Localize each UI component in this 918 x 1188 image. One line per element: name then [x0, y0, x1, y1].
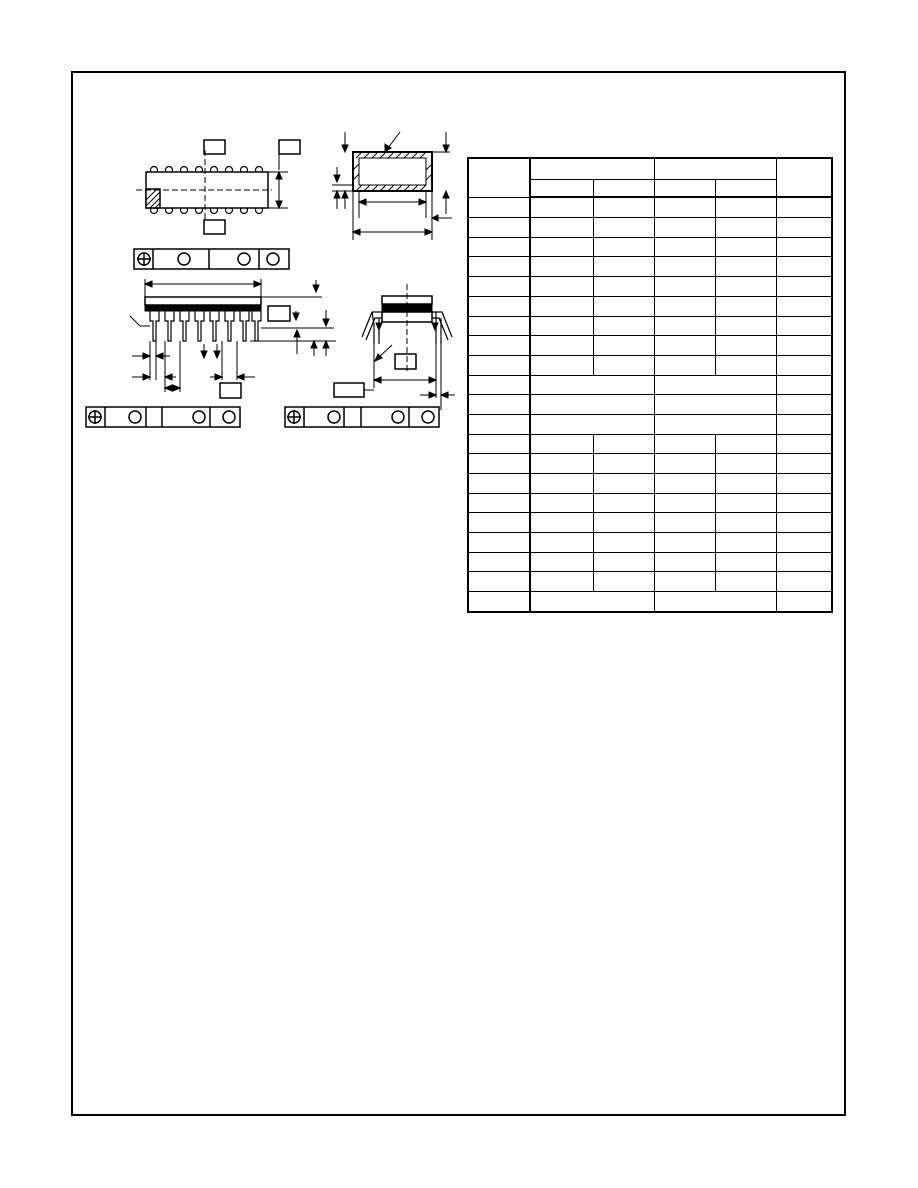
table-cell [654, 355, 715, 375]
table-cell [654, 454, 715, 474]
table-cell [654, 277, 715, 297]
table-cell [468, 355, 530, 375]
table-cell [776, 257, 832, 277]
table-cell [593, 316, 654, 336]
table-cell [468, 336, 530, 356]
table-cell [468, 493, 530, 513]
table-cell [715, 257, 776, 277]
table-cell [468, 592, 530, 612]
table-row [468, 493, 832, 513]
table-cell [715, 572, 776, 592]
table-cell [468, 533, 530, 553]
table-cell [776, 592, 832, 612]
table-cell [530, 513, 593, 533]
table-cell [593, 218, 654, 238]
table-cell [715, 218, 776, 238]
table-cell [593, 454, 654, 474]
table-cell [654, 493, 715, 513]
table-cell [776, 296, 832, 316]
table-row [468, 257, 832, 277]
table-cell [715, 552, 776, 572]
table-cell [654, 552, 715, 572]
table-cell [715, 277, 776, 297]
table-cell [776, 395, 832, 415]
table-cell [776, 474, 832, 494]
table-cell [715, 316, 776, 336]
table-row [468, 474, 832, 494]
table-cell [468, 513, 530, 533]
table-cell [468, 414, 530, 434]
table-cell [593, 355, 654, 375]
table-cell [715, 336, 776, 356]
table-cell [776, 552, 832, 572]
table-cell [530, 493, 593, 513]
table-cell [715, 434, 776, 454]
front-datum-frame [86, 407, 240, 427]
table-cell [468, 572, 530, 592]
table-cell [468, 434, 530, 454]
table-row [468, 197, 832, 217]
table-cell [654, 218, 715, 238]
table-cell [530, 454, 593, 474]
table-cell [715, 493, 776, 513]
table-cell [654, 336, 715, 356]
table-cell [593, 572, 654, 592]
table-cell [530, 375, 654, 395]
table-cell [776, 434, 832, 454]
table-cell [654, 572, 715, 592]
table-cell [654, 316, 715, 336]
table-cell [530, 336, 593, 356]
table-row [468, 237, 832, 257]
table-cell [715, 237, 776, 257]
table-cell [530, 355, 593, 375]
table-cell [776, 414, 832, 434]
table-cell [593, 336, 654, 356]
table-cell [530, 237, 593, 257]
table-row [468, 218, 832, 238]
table-cell [776, 375, 832, 395]
front-view [130, 279, 336, 398]
end-datum-frame [285, 407, 439, 427]
table-row [468, 572, 832, 592]
table-cell [530, 158, 654, 179]
table-cell [593, 179, 654, 197]
table-cell [776, 493, 832, 513]
table-cell [530, 179, 593, 197]
top-view [136, 140, 300, 234]
table-cell [776, 454, 832, 474]
table-cell [468, 552, 530, 572]
table-cell [776, 572, 832, 592]
table-cell [530, 592, 654, 612]
table-row [468, 533, 832, 553]
table-cell [468, 375, 530, 395]
table-cell [776, 533, 832, 553]
table-row [468, 336, 832, 356]
table-cell [776, 355, 832, 375]
table-cell [715, 197, 776, 217]
table-cell [654, 296, 715, 316]
top-datum-frame [134, 249, 289, 269]
table-row [468, 277, 832, 297]
table-cell [776, 218, 832, 238]
table-cell [530, 474, 593, 494]
table-cell [530, 434, 593, 454]
table-cell [468, 257, 530, 277]
end-view [334, 284, 455, 410]
table-row [468, 434, 832, 454]
table-cell [715, 454, 776, 474]
table-cell [468, 237, 530, 257]
table-row [468, 375, 832, 395]
table-cell [468, 474, 530, 494]
table-cell [530, 257, 593, 277]
table-cell [593, 474, 654, 494]
table-cell [530, 277, 593, 297]
table-cell [715, 179, 776, 197]
table-cell [468, 218, 530, 238]
table-cell [654, 513, 715, 533]
table-row [468, 513, 832, 533]
table-row [468, 454, 832, 474]
table-cell [468, 454, 530, 474]
table-cell [468, 158, 530, 197]
table-cell [654, 257, 715, 277]
table-cell [593, 277, 654, 297]
table-cell [654, 592, 776, 612]
table-cell [593, 257, 654, 277]
table-cell [654, 158, 776, 179]
table-cell [776, 158, 832, 197]
lid-section [332, 132, 452, 240]
table-cell [654, 179, 715, 197]
table-cell [530, 218, 593, 238]
table-cell [468, 395, 530, 415]
table-cell [593, 513, 654, 533]
table-row [468, 592, 832, 612]
table-cell [715, 474, 776, 494]
table-cell [715, 296, 776, 316]
table-cell [530, 414, 654, 434]
table-row [468, 395, 832, 415]
table-cell [468, 197, 530, 217]
table-cell [715, 355, 776, 375]
table-cell [530, 552, 593, 572]
table-cell [468, 316, 530, 336]
table-cell [715, 513, 776, 533]
table-cell [530, 197, 593, 217]
table-cell [654, 434, 715, 454]
table-row [468, 355, 832, 375]
dimension-table [467, 157, 833, 613]
table-cell [654, 474, 715, 494]
table-row [468, 296, 832, 316]
table-cell [654, 414, 776, 434]
table-cell [654, 375, 776, 395]
table-cell [530, 572, 593, 592]
table-cell [593, 296, 654, 316]
table-cell [593, 197, 654, 217]
table-cell [530, 316, 593, 336]
table-cell [593, 237, 654, 257]
table-cell [776, 277, 832, 297]
table-cell [593, 552, 654, 572]
table-cell [468, 296, 530, 316]
table-cell [776, 336, 832, 356]
table-row [468, 552, 832, 572]
table-cell [776, 197, 832, 217]
table-cell [530, 395, 654, 415]
table-cell [593, 493, 654, 513]
table-cell [654, 197, 715, 217]
table-cell [530, 296, 593, 316]
table-cell [654, 395, 776, 415]
table-row [468, 414, 832, 434]
table-cell [776, 316, 832, 336]
table-cell [654, 533, 715, 553]
table-cell [468, 277, 530, 297]
table-cell [715, 533, 776, 553]
table-cell [530, 533, 593, 553]
table-cell [593, 533, 654, 553]
table-row [468, 316, 832, 336]
table-cell [654, 237, 715, 257]
table-cell [776, 513, 832, 533]
table-header-row [468, 158, 832, 179]
table-cell [776, 237, 832, 257]
table-cell [593, 434, 654, 454]
